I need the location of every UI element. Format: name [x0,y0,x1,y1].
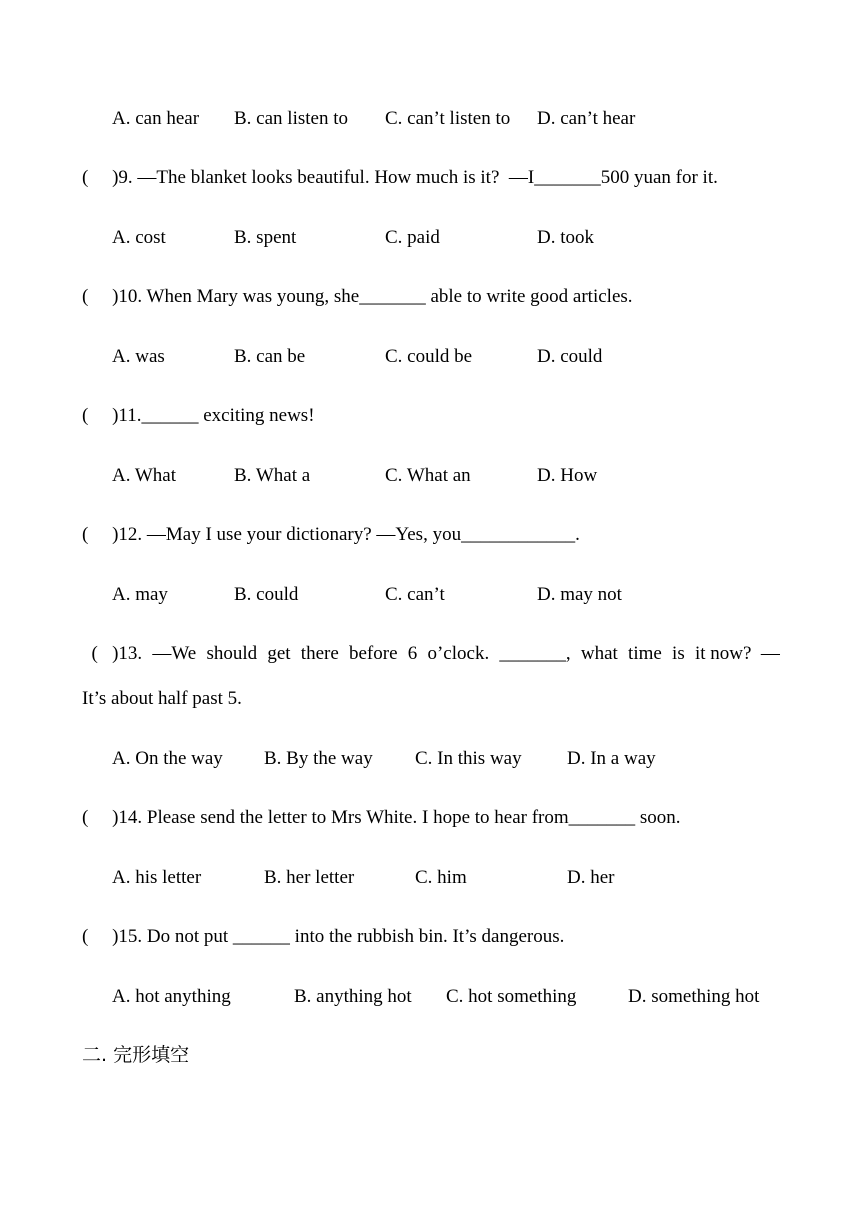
q13-stem-part-1: ( )13. [82,643,143,664]
q13-stem-part-4: get [267,643,291,664]
q10-option-c: C. could be [385,346,473,367]
q13-stem-part-10: what [580,643,618,664]
q14-option-b: B. her letter [264,867,355,888]
q11-option-c: C. What an [385,465,471,486]
q13-stem-part-7: 6 [407,643,418,664]
q13-option-d: D. In a way [567,748,656,769]
q13-stem-part-3: should [206,643,258,664]
q10-option-b: B. can be [234,346,306,367]
q13-stem-part-8: o’clock. [427,643,490,664]
q11-option-a: A. What [112,465,177,486]
q13-stem-line-2: It’s about half past 5. [82,688,242,709]
q15-option-b: B. anything hot [294,986,412,1007]
q8-option-b: B. can listen to [234,108,348,129]
q13-stem-part-11: time [628,643,662,664]
q14-option-c: C. him [415,867,467,888]
q13-option-c: C. In this way [415,748,522,769]
q15-option-d: D. something hot [628,986,760,1007]
q11-stem: ( )11.______ exciting news! [82,405,315,426]
q12-stem: ( )12. —May I use your dictionary? —Yes, you____________. [82,524,580,545]
q12-option-c: C. can’t [385,584,445,605]
q9-stem: ( )9. —The blanket looks beautiful. How much is it? —I_______500 yuan for it. [82,167,718,188]
q13-stem-part-5: there [300,643,339,664]
q10-option-d: D. could [537,346,603,367]
q9-option-b: B. spent [234,227,297,248]
q9-option-a: A. cost [112,227,166,248]
q12-option-a: A. may [112,584,168,605]
q9-option-d: D. took [537,227,594,248]
q14-option-a: A. his letter [112,867,202,888]
q14-option-d: D. her [567,867,615,888]
q15-option-a: A. hot anything [112,986,231,1007]
q13-option-a: A. On the way [112,748,223,769]
q12-option-d: D. may not [537,584,622,605]
section-heading: 二. 完形填空 [82,1044,190,1066]
q10-option-a: A. was [112,346,165,367]
q13-stem-line-1 [82,642,780,666]
q13-stem-part-6: before [349,643,398,664]
q13-stem-part-13: it now? — [694,643,780,664]
q8-option-c: C. can’t listen to [385,108,511,129]
q8-option-d: D. can’t hear [537,108,636,129]
q15-stem: ( )15. Do not put ______ into the rubbish bin. It’s dangerous. [82,926,565,947]
q9-option-c: C. paid [385,227,440,248]
q12-option-b: B. could [234,584,299,605]
q13-option-b: B. By the way [264,748,373,769]
q11-option-b: B. What a [234,465,311,486]
q15-option-c: C. hot something [446,986,577,1007]
q10-stem: ( )10. When Mary was young, she_______ able to write good articles. [82,286,633,307]
q13-stem-part-12: is [672,643,685,664]
q13-stem-part-2: —We [152,643,197,664]
q13-stem-part-9: _______, [499,643,571,664]
q11-option-d: D. How [537,465,598,486]
q14-stem: ( )14. Please send the letter to Mrs White. I hope to hear from_______ soon. [82,807,681,828]
q8-option-a: A. can hear [112,108,200,129]
